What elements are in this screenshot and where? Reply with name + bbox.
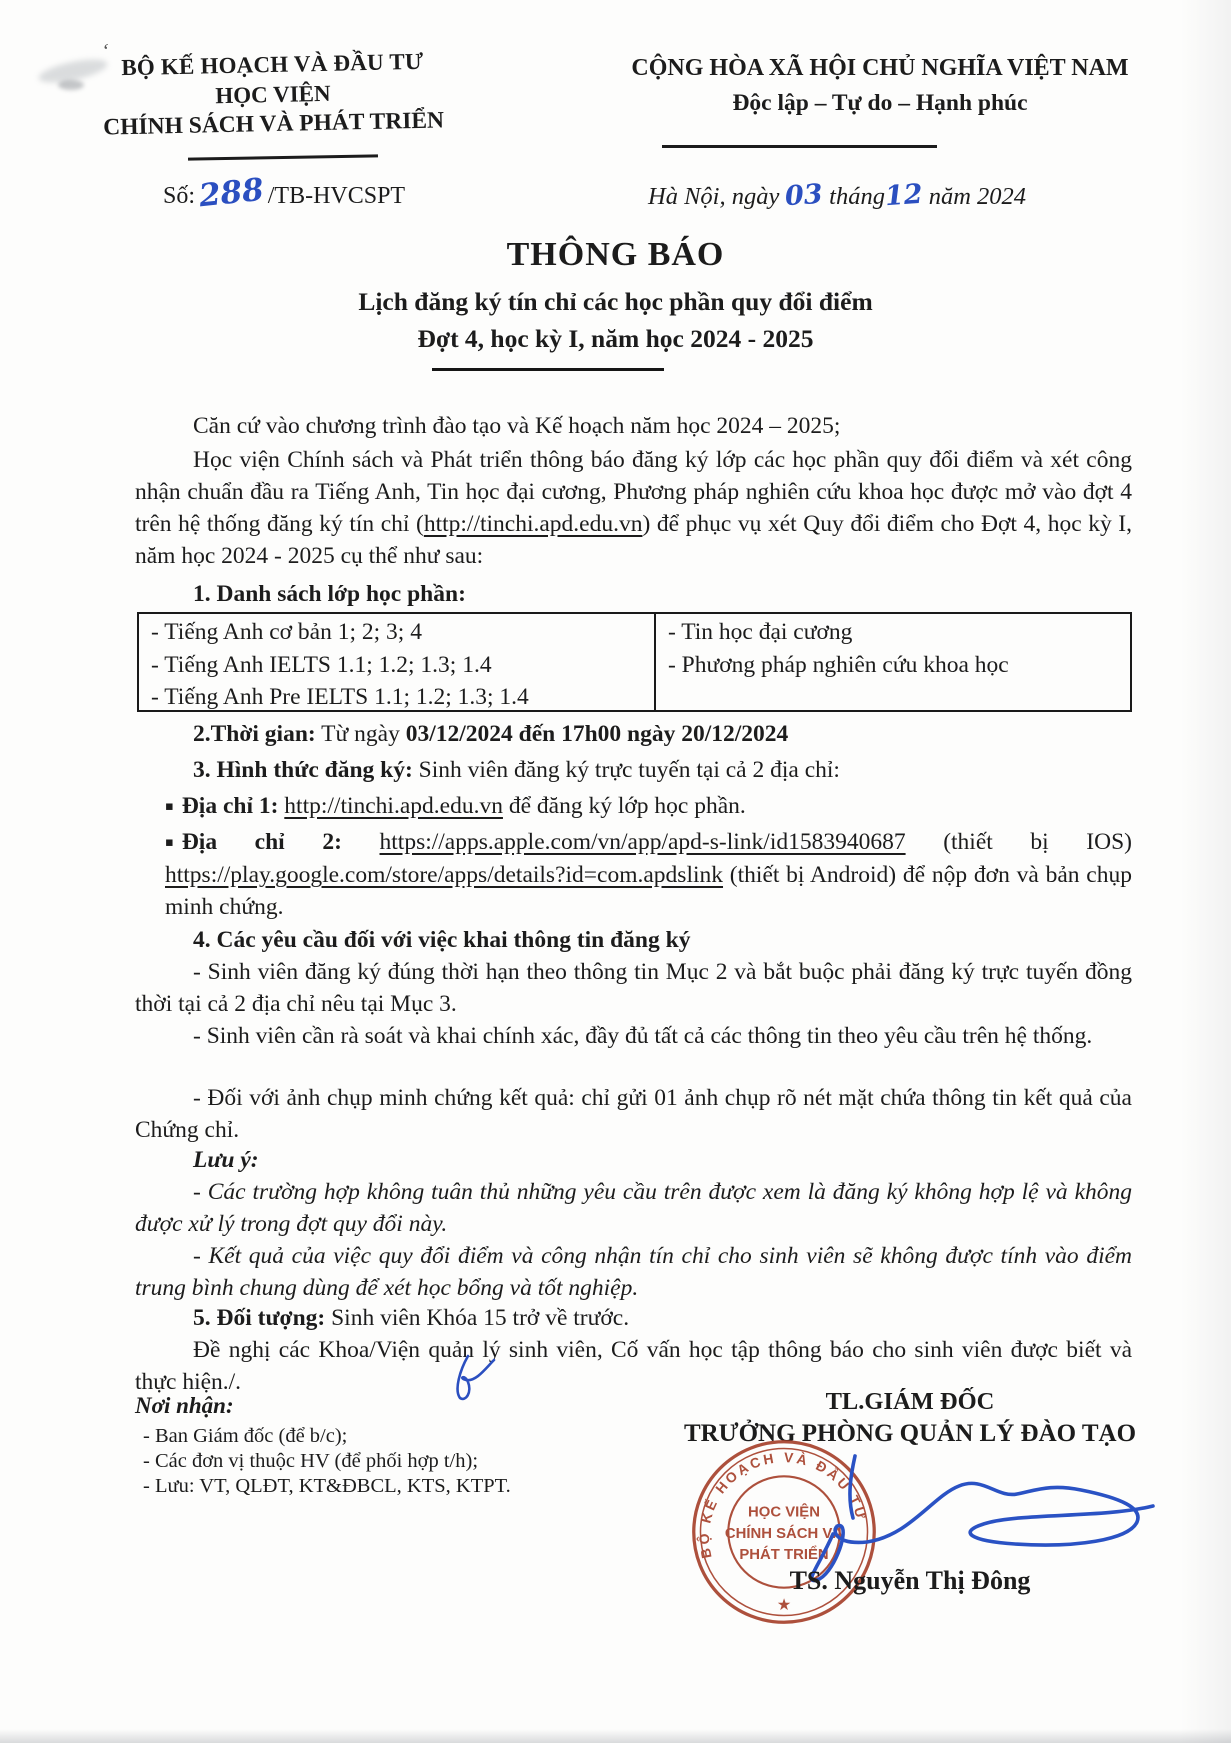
stamp-center-line3: PHÁT TRIỂN bbox=[739, 1546, 829, 1563]
section-3-text: Sinh viên đăng ký trực tuyến tại cả 2 địa chỉ: bbox=[412, 757, 840, 783]
recipients-list bbox=[143, 1424, 511, 1499]
stamp-center-line2: CHÍNH SÁCH VÀ bbox=[724, 1525, 844, 1542]
table-column-other bbox=[656, 614, 1130, 710]
country-name: CỘNG HÒA XÃ HỘI CHỦ NGHĨA VIỆT NAM bbox=[631, 55, 1129, 81]
table-row: - Phương pháp nghiên cứu khoa học bbox=[667, 651, 1009, 678]
handwritten-signature bbox=[775, 1448, 1175, 1583]
recipients-heading: Nơi nhận: bbox=[135, 1393, 234, 1418]
recipient-item: - Lưu: VT, QLĐT, KT&ĐBCL, KTS, KTPT. bbox=[143, 1475, 511, 1497]
date-prefix: Hà Nội, ngày bbox=[648, 183, 780, 210]
scan-mark: ‘ bbox=[100, 39, 111, 63]
note-heading: Lưu ý: bbox=[193, 1147, 259, 1173]
signer-title-2: TRƯỞNG PHÒNG QUẢN LÝ ĐÀO TẠO bbox=[683, 1420, 1137, 1447]
address-1-label: Địa chỉ 1: bbox=[181, 793, 285, 819]
section-2-time bbox=[135, 718, 1132, 750]
doc-number-label: Số: bbox=[163, 183, 196, 209]
section-4-heading: 4. Các yêu cầu đối với việc khai thông tin đăng ký bbox=[193, 927, 691, 953]
date-suffix: năm 2024 bbox=[928, 183, 1027, 210]
doc-number-line bbox=[163, 171, 406, 215]
issuing-org-block bbox=[57, 48, 489, 143]
paragraph-announcement bbox=[135, 444, 1132, 572]
section-3-label: 3. Hình thức đăng ký: bbox=[193, 757, 413, 783]
section-2-dates: 03/12/2024 đến 17h00 ngày 20/12/2024 bbox=[405, 721, 789, 747]
playstore-link: https://play.google.com/store/apps/details?id=com.apdslink bbox=[165, 862, 724, 888]
section-5-subjects bbox=[135, 1302, 1132, 1334]
note-paragraph-2: - Kết quả của việc quy đổi điểm và công nhận tín chỉ cho sinh viên sẽ không được tính vào điểm trung bình chung dùng để xét học bổng và tốt nghiệp. bbox=[135, 1243, 1132, 1301]
recipient-item: - Ban Giám đốc (để b/c); bbox=[143, 1425, 348, 1447]
note-paragraph-1: - Các trường hợp không tuân thủ những yêu cầu trên được xem là đăng ký không hợp lệ và không được xử lý trong đợt quy đổi này. bbox=[135, 1179, 1132, 1237]
handwritten-flourish bbox=[440, 1352, 500, 1404]
section-2-mid: Từ ngày bbox=[315, 721, 406, 747]
table-row: - Tin học đại cương bbox=[667, 619, 853, 645]
title-underline bbox=[432, 368, 664, 371]
paragraph-basis: Căn cứ vào chương trình đào tạo và Kế hoạch năm học 2024 – 2025; bbox=[193, 413, 841, 439]
stamp-ring-text: BỘ KẾ HOẠCH VÀ ĐẦU TƯ bbox=[696, 1449, 871, 1560]
address-2-item bbox=[165, 826, 1132, 923]
stamp-star-icon: ★ bbox=[776, 1594, 792, 1614]
section-5-label: 5. Đối tượng: bbox=[193, 1305, 326, 1331]
address-1-post: để đăng ký lớp học phần. bbox=[502, 793, 746, 819]
table-row: - Tiếng Anh IELTS 1.1; 1.2; 1.3; 1.4 bbox=[151, 651, 492, 678]
appstore-link: https://apps.apple.com/vn/app/apd-s-link/id1583940687 bbox=[379, 829, 906, 855]
table-row: - Tiếng Anh Pre IELTS 1.1; 1.2; 1.3; 1.4 bbox=[151, 684, 529, 710]
address-2-post: (thiết bị Android) để nộp đơn và bản chụp minh chứng. bbox=[165, 862, 1132, 920]
date-middle: tháng bbox=[829, 183, 885, 210]
academy-name-line2: CHÍNH SÁCH VÀ PHÁT TRIỂN bbox=[102, 107, 445, 141]
section-2-label: 2.Thời gian: bbox=[193, 721, 316, 747]
ministry-name: BỘ KẾ HOẠCH VÀ ĐẦU TƯ bbox=[121, 48, 424, 81]
section-4-rule-2: - Sinh viên cần rà soát và khai chính xác, đầy đủ tất cả các thông tin theo yêu cầu trên hệ thống. bbox=[193, 1023, 1093, 1049]
org-underline bbox=[188, 154, 378, 160]
notice-subtitle-2: Đợt 4, học kỳ I, năm học 2024 - 2025 bbox=[417, 324, 814, 353]
tinchi-link: http://tinchi.apd.edu.vn bbox=[423, 511, 643, 537]
stamp-center-line1: HỌC VIỆN bbox=[748, 1504, 820, 1521]
closing-paragraph: Đề nghị các Khoa/Viện quản lý sinh viên, Cố vấn học tập thông báo cho sinh viên được biết và thực hiện./. bbox=[135, 1337, 1132, 1395]
motto-underline bbox=[662, 145, 937, 148]
signer-title-1: TL.GIÁM ĐỐC bbox=[825, 1388, 995, 1415]
address-2-mid: (thiết bị IOS) bbox=[905, 829, 1132, 855]
square-bullet-icon: ▪ bbox=[165, 835, 174, 850]
table-row: - Tiếng Anh cơ bản 1; 2; 3; 4 bbox=[151, 619, 422, 645]
date-line bbox=[648, 180, 1026, 211]
academy-name-line1: HỌC VIỆN bbox=[215, 80, 331, 109]
section-3-method bbox=[135, 754, 1132, 786]
announcement-text: Học viện Chính sách và Phát triển thông báo đăng ký lớp các học phần quy đổi điểm và xét công nhận chuẩn đầu ra Tiếng Anh, Tin học đại cương, Phương pháp nghiên cứu khoa học được mở vào đợt 4 trên hệ thống đăng ký tín chỉ ( bbox=[135, 447, 1132, 537]
section-1-heading: 1. Danh sách lớp học phần: bbox=[193, 581, 466, 607]
address-1-item bbox=[165, 790, 1132, 823]
scan-bottom-edge bbox=[0, 1729, 1231, 1743]
motto: Độc lập – Tự do – Hạnh phúc bbox=[732, 90, 1028, 116]
date-day-handwritten: 03 bbox=[784, 178, 825, 213]
address-1-link: http://tinchi.apd.edu.vn bbox=[284, 793, 503, 819]
notice-title: THÔNG BÁO bbox=[506, 236, 725, 273]
signer-name: TS. Nguyễn Thị Đông bbox=[789, 1566, 1031, 1595]
address-2-label: Địa chỉ 2: bbox=[181, 829, 380, 855]
recipient-item: - Các đơn vị thuộc HV (để phối hợp t/h); bbox=[143, 1450, 479, 1472]
title-block bbox=[0, 236, 1231, 354]
square-bullet-icon: ▪ bbox=[165, 799, 174, 814]
table-column-english bbox=[139, 614, 656, 710]
course-table bbox=[137, 612, 1132, 712]
notice-subtitle-1: Lịch đăng ký tín chỉ các học phần quy đổi điểm bbox=[358, 287, 873, 316]
section-5-text: Sinh viên Khóa 15 trở về trước. bbox=[325, 1305, 630, 1331]
section-4-rule-3: - Đối với ảnh chụp minh chứng kết quả: chỉ gửi 01 ảnh chụp rõ nét mặt chứa thông tin kết quả của Chứng chỉ. bbox=[135, 1085, 1132, 1143]
section-4-rule-1: - Sinh viên đăng ký đúng thời hạn theo thông tin Mục 2 và bắt buộc phải đăng ký trực tuyến đồng thời tại cả 2 địa chỉ nêu tại Mục 3. bbox=[135, 959, 1132, 1017]
doc-number-suffix: /TB-HVCSPT bbox=[267, 183, 406, 209]
doc-number-handwritten: 288 bbox=[197, 171, 266, 215]
announcement-text-end: ) để phục vụ xét Quy đổi điểm cho Đợt 4, học kỳ I, năm học 2024 - 2025 cụ thể như sau: bbox=[135, 511, 1132, 569]
date-month-handwritten: 12 bbox=[883, 178, 924, 213]
national-motto-block bbox=[600, 55, 1160, 117]
